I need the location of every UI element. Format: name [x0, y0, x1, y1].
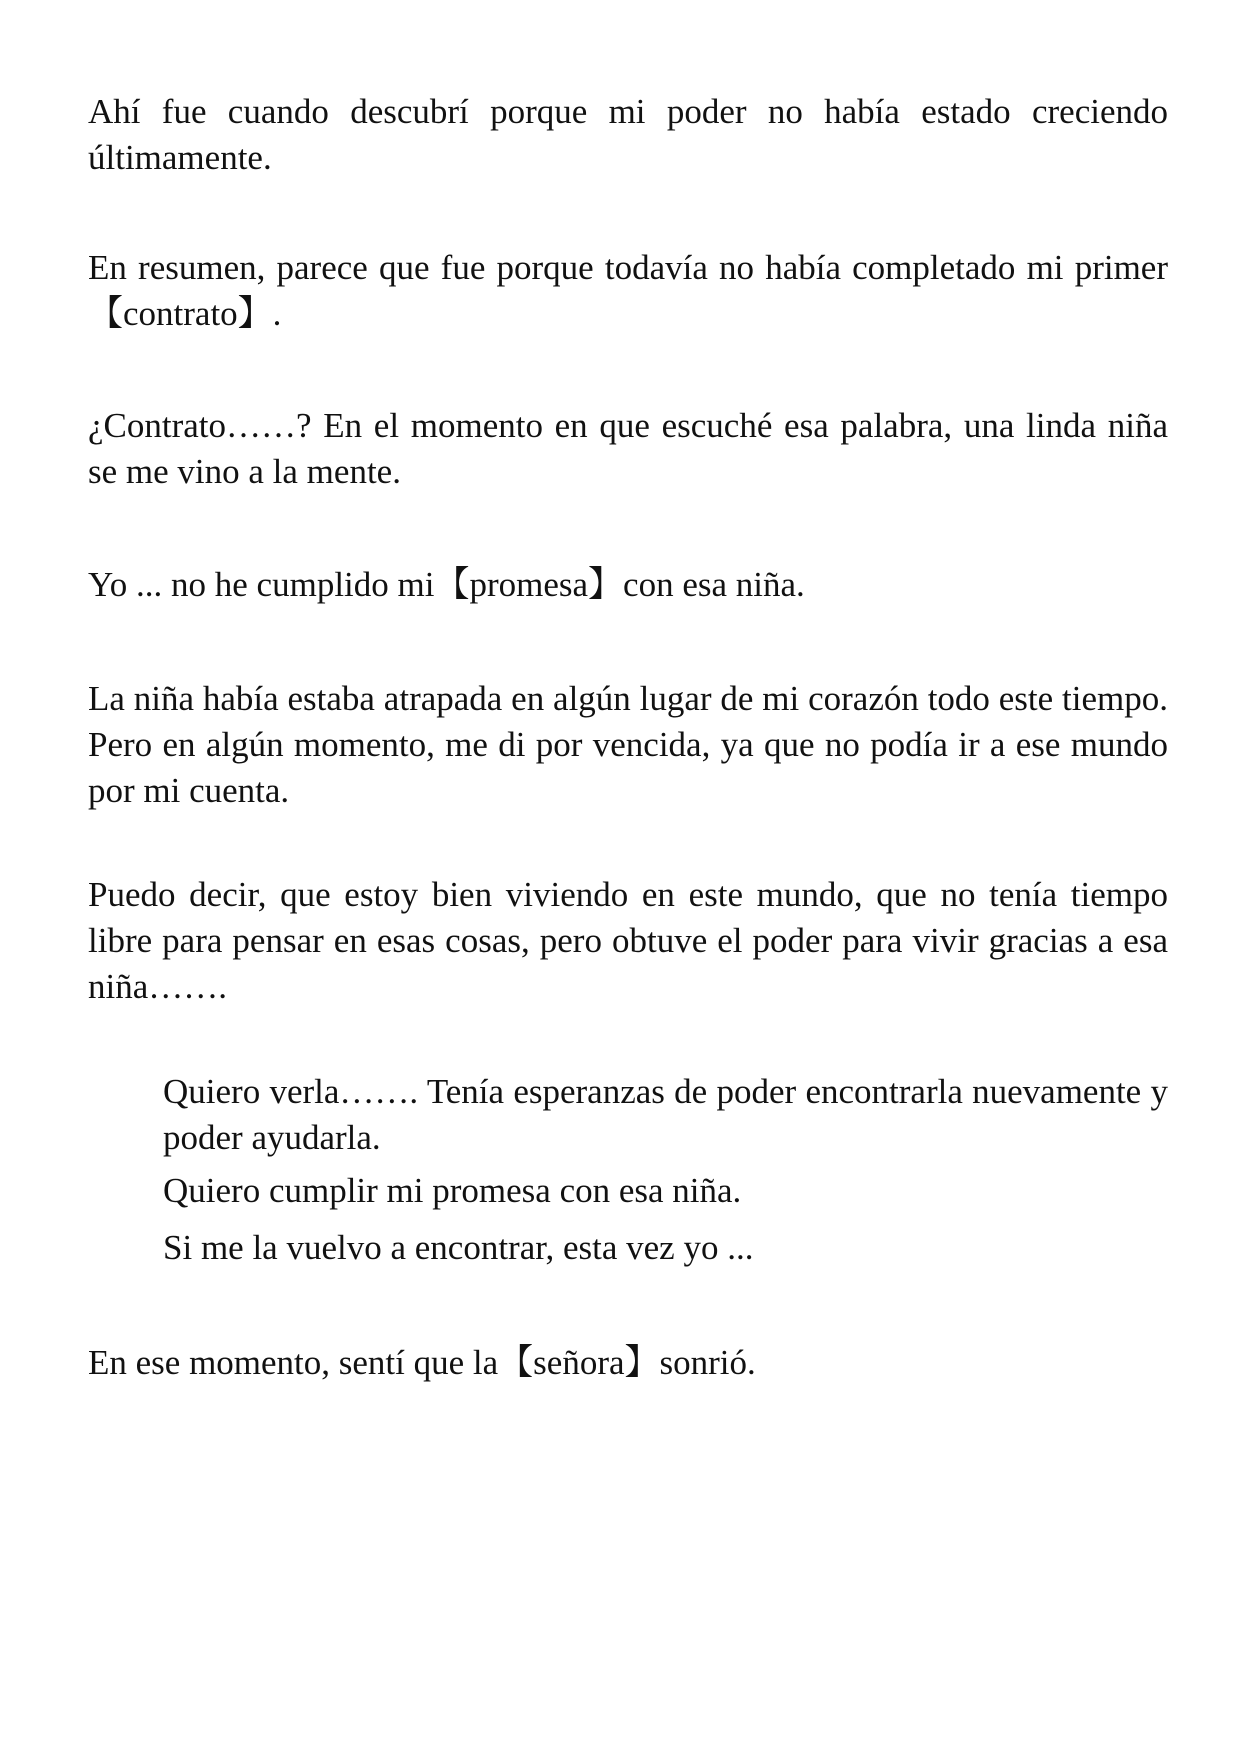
paragraph-5: La niña había estaba atrapada en algún lugar de mi corazón todo este tiempo. Pero en algún momento, me di por vencida, ya que no podía ir a ese mundo por mi cuenta. [88, 679, 1168, 810]
paragraph-3: ¿Contrato……? En el momento en que escuché esa palabra, una linda niña se me vino a la mente. [88, 406, 1168, 491]
paragraph-1: Ahí fue cuando descubrí porque mi poder no había estado creciendo últimamente. [88, 92, 1168, 177]
indented-paragraph-1: Quiero verla……. Tenía esperanzas de poder encontrarla nuevamente y poder ayudarla. [163, 1072, 1168, 1157]
indented-paragraph-2: Quiero cumplir mi promesa con esa niña. [163, 1171, 742, 1210]
indented-paragraph-3: Si me la vuelvo a encontrar, esta vez yo ... [163, 1228, 754, 1267]
paragraph-4: Yo ... no he cumplido mi【promesa】con esa niña. [88, 565, 805, 604]
closing-paragraph: En ese momento, sentí que la【señora】sonrió. [88, 1343, 756, 1382]
paragraph-6: Puedo decir, que estoy bien viviendo en este mundo, que no tenía tiempo libre para pensar en esas cosas, pero obtuve el poder para vivir gracias a esa niña……. [88, 875, 1168, 1006]
paragraph-2: En resumen, parece que fue porque todavía no había completado mi primer【contrato】. [88, 248, 1168, 333]
